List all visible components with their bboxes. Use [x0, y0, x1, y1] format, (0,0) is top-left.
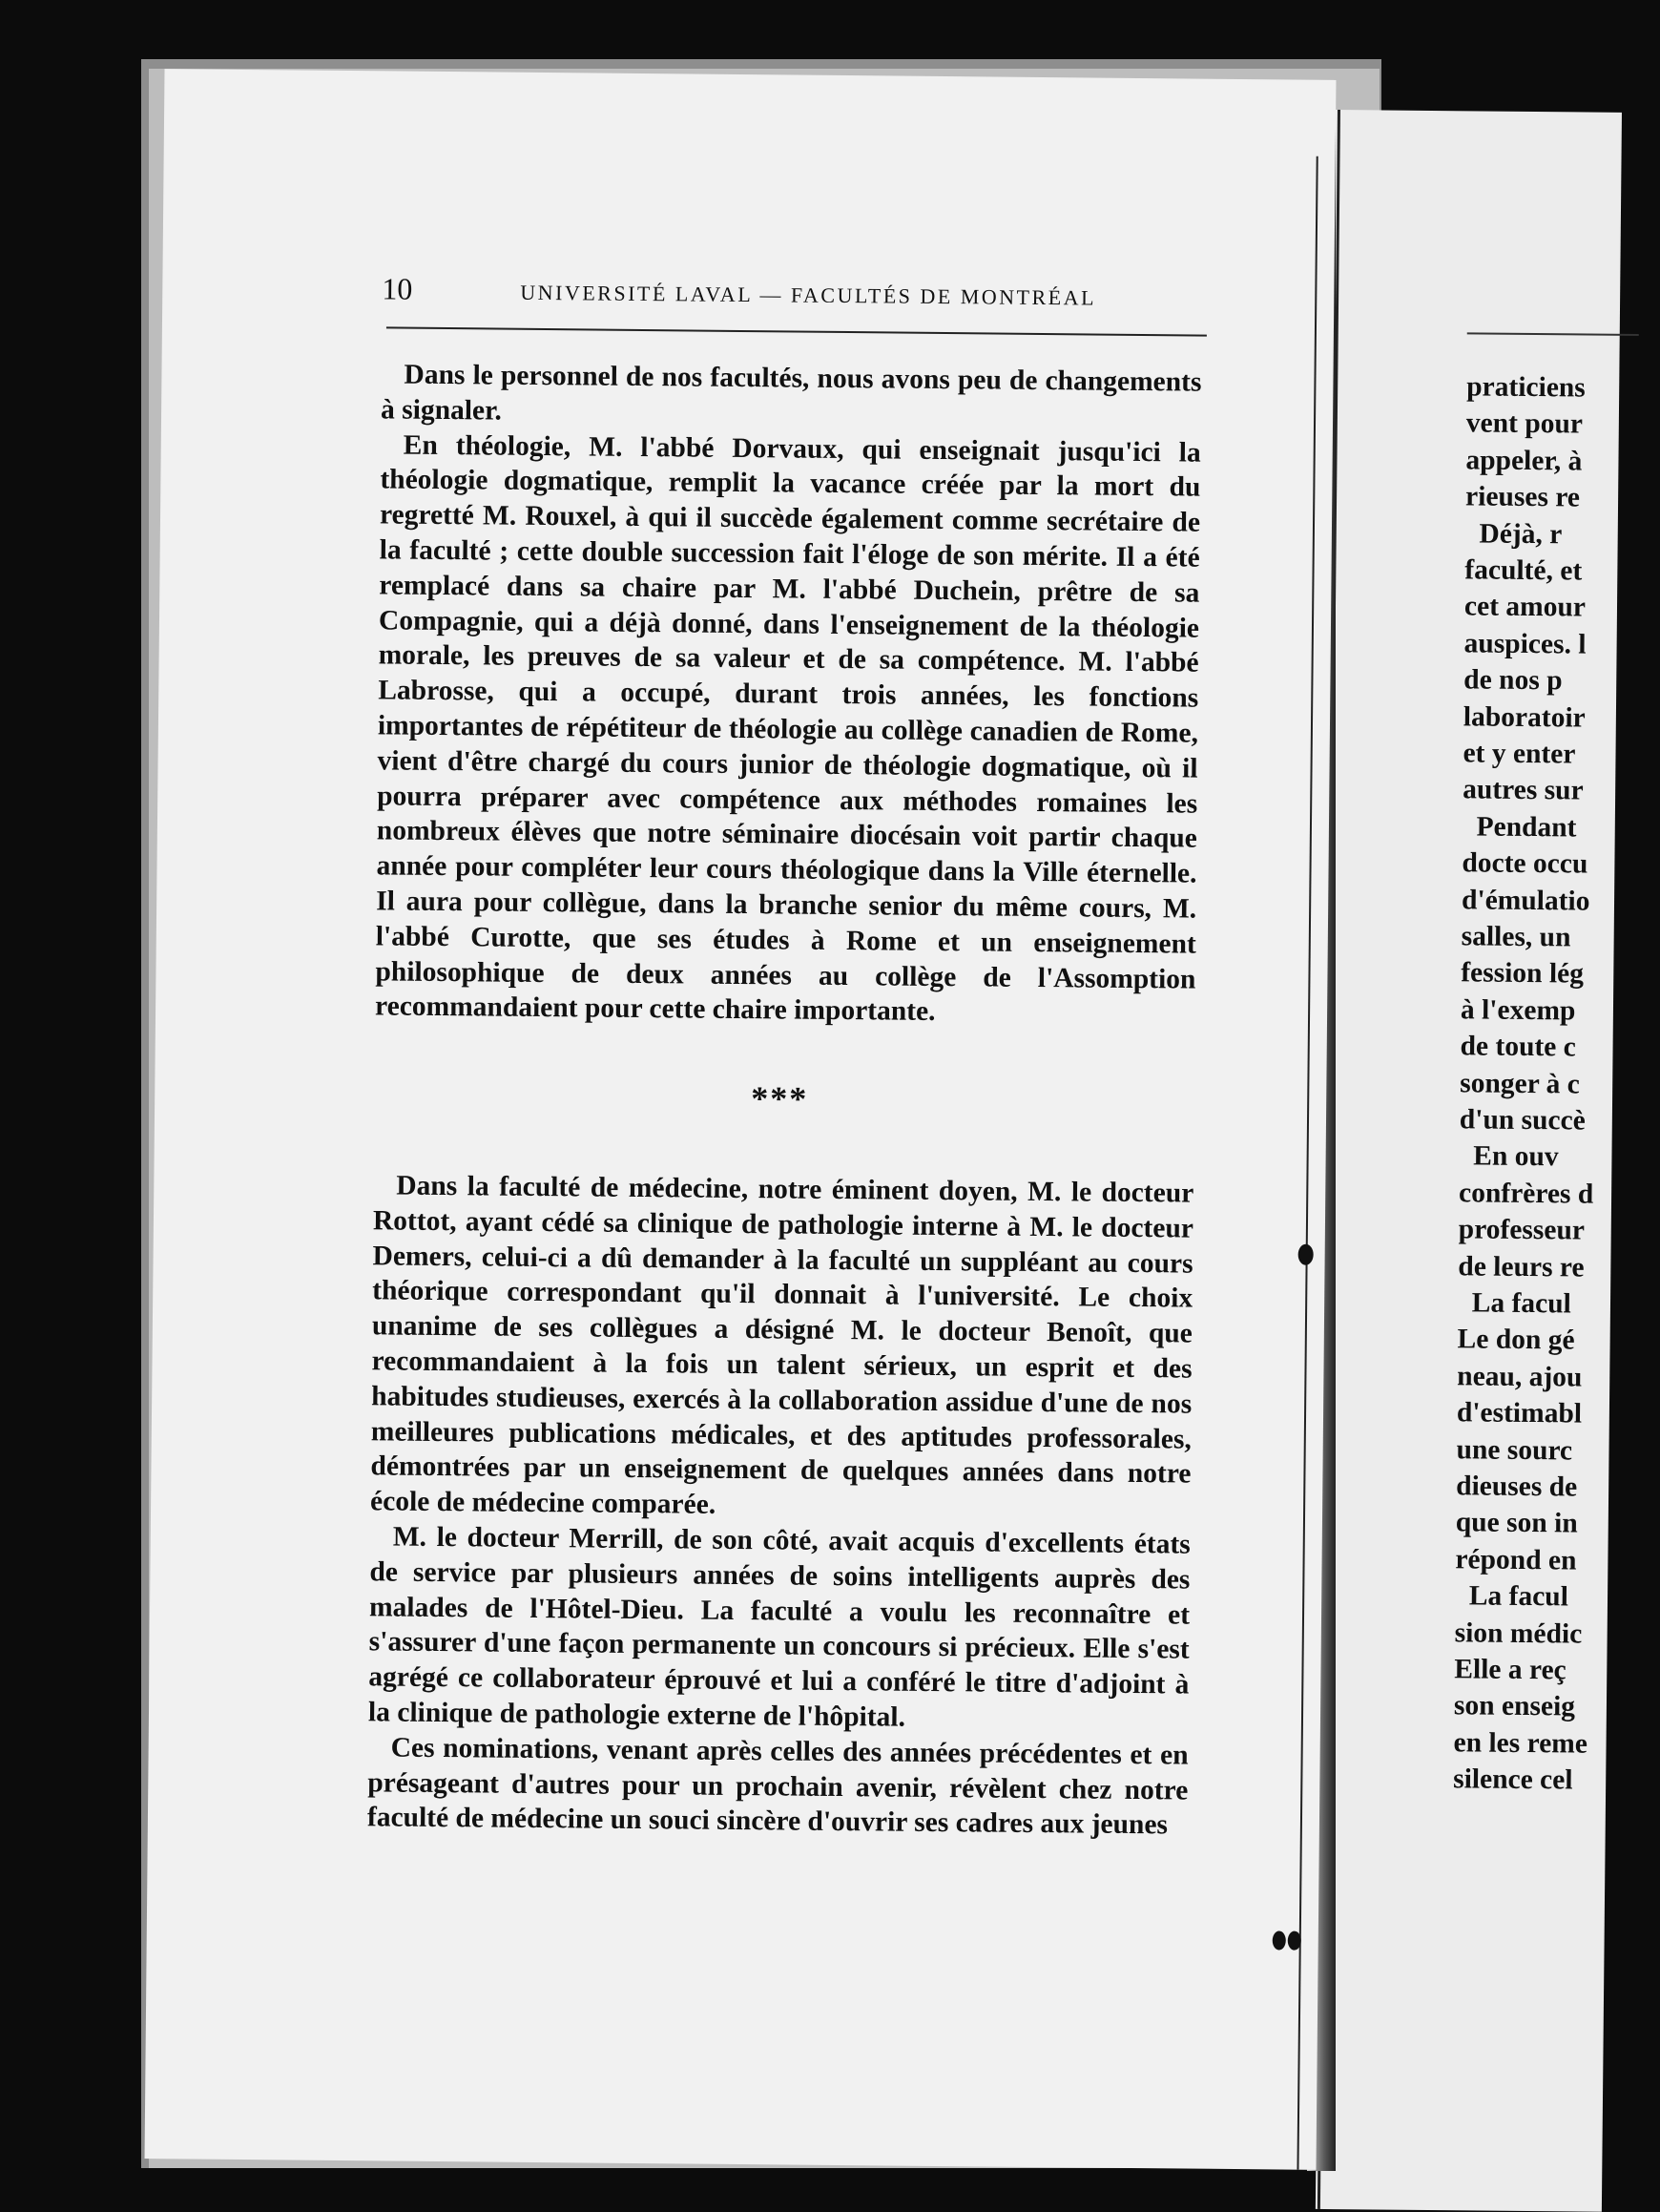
right-page-line: La facul — [1457, 1287, 1571, 1320]
right-page-line: à l'exemp — [1460, 994, 1576, 1027]
paragraph: Dans la faculté de médecine, notre éminent doyen, M. le docteur Rottot, ayant cédé sa clinique de pathologie interne à M. le docteur Demers, celui-ci a dû demander à la faculté un suppléant au cours théorique correspondant qu'il donnait à l'université. Le choix unanime de ses collègues a désigné M. le docteur Benoît, que recommandaient à la fois un talent sérieux, un esprit et des habitudes studieuses, exercés à la collaboration assidue d'une de nos meilleures publications médicales, et des aptitudes professorales, démontrées par un enseignement de quelques années dans notre école de médecine comparée. — [369, 1170, 1194, 1520]
left-page — [145, 69, 1337, 2170]
right-page-line: vent pour — [1465, 407, 1584, 440]
right-page-line: faculté, et — [1464, 554, 1583, 587]
right-page-line: Elle a reç — [1454, 1654, 1567, 1686]
right-page-line: de leurs re — [1458, 1250, 1585, 1283]
right-page-fragments — [1336, 110, 1622, 1796]
right-page-line: Le don gé — [1457, 1324, 1575, 1356]
right-page-line: confrères d — [1458, 1178, 1594, 1210]
running-head: UNIVERSITÉ LAVAL — FACULTÉS DE MONTRÉAL — [520, 280, 1097, 310]
right-page-line: dieuses de — [1456, 1471, 1578, 1503]
right-page-line: songer à c — [1460, 1067, 1581, 1100]
right-page-line: En ouv — [1459, 1140, 1559, 1173]
paragraph: Ces nominations, venant après celles des années précédentes et en présageant d'autres pour un prochain avenir, révèlent chez notre faculté de médecine un souci sincère d'ouvrir ses cadres aux jeunes — [366, 1732, 1189, 1841]
right-page-line: répond en — [1455, 1544, 1577, 1576]
section-theology — [375, 357, 1202, 1032]
right-page-rule — [1467, 332, 1639, 336]
paragraph: M. le docteur Merrill, de son côté, avait acquis d'excellents états de service par plusieurs années de soins intelligents auprès des malades de l'Hôtel-Dieu. La faculté a voulu les reconnaître et s'assurer d'une façon permanente un concours si précieux. Elle s'est agrégé ce collaborateur éprouvé et lui a conféré le titre d'adjoint à la clinique de pathologie externe de l'hôpital. — [367, 1521, 1191, 1733]
page-number: 10 — [382, 271, 413, 306]
right-page-line: silence cel — [1453, 1763, 1573, 1796]
right-page-line: d'un succè — [1459, 1104, 1586, 1137]
header-rule — [386, 326, 1207, 336]
right-page-line: et y enter — [1463, 738, 1576, 770]
right-page-line: d'émulatio — [1461, 884, 1590, 917]
paragraph: En théologie, M. l'abbé Dorvaux, qui enseignait jusqu'ici la théologie dogmatique, remplit la vacance créée par la mort du regretté M. Rouxel, à qui il succède également comme secrétaire de la faculté ; cette double succession fait l'éloge de son mérite. Il a été remplacé dans sa chaire par M. l'abbé Duchein, prêtre de sa Compagnie, qui a déjà donné, dans l'enseignement de la théologie morale, les preuves de sa valeur et de sa compétence. M. l'abbé Labrosse, qui a occupé, durant trois années, les fonctions importantes de répétiteur de théologie au collège canadien de Rome, vient d'être chargé du cours junior de théologie dogmatique, où il pourra préparer avec compétence aux méthodes romaines les nombreux élèves que notre séminaire diocésain voit partir chaque année pour compléter leur cours théologique dans la Ville éternelle. Il aura pour collègue, dans la branche senior du même cours, M. l'abbé Curotte, que ses études à Rome et un enseignement philosophique de deux années au collège de l'Assomption recommandaient pour cette chaire importante. — [374, 429, 1201, 1028]
right-page-line: fession lég — [1461, 957, 1585, 990]
right-page-line: professeur — [1458, 1214, 1586, 1246]
right-page-line: Déjà, r — [1464, 517, 1563, 550]
right-page-line: neau, ajou — [1457, 1361, 1583, 1393]
right-page-line: son enseig — [1453, 1690, 1576, 1722]
right-page-line: de toute c — [1460, 1031, 1576, 1063]
right-page-line: salles, un — [1461, 921, 1571, 953]
page-edge-line — [1297, 157, 1318, 2170]
right-page-line: La facul — [1454, 1580, 1569, 1613]
right-page-line: auspices. l — [1463, 628, 1587, 660]
right-page-line: sion médic — [1454, 1617, 1583, 1650]
right-page-line: laboratoir — [1463, 700, 1586, 734]
right-page-line: que son in — [1455, 1507, 1578, 1539]
paragraph: Dans le personnel de nos facultés, nous avons peu de changements à signaler. — [380, 359, 1202, 427]
right-page — [1316, 110, 1622, 2212]
right-page-line: une sourc — [1456, 1433, 1573, 1467]
binding-hole-mark — [1298, 1244, 1314, 1265]
section-medicine — [367, 1168, 1194, 1843]
right-page-line: appeler, à — [1465, 445, 1583, 477]
right-page-line: docte occu — [1462, 847, 1588, 880]
right-page-line: praticiens — [1466, 371, 1586, 404]
right-page-line: cet amour — [1463, 591, 1587, 623]
right-page-line: Pendant — [1462, 811, 1577, 844]
binding-hole-mark — [1288, 1931, 1301, 1951]
right-page-line: d'estimabl — [1456, 1397, 1583, 1429]
right-page-line: en les reme — [1453, 1727, 1588, 1760]
right-page-line: rieuses re — [1464, 481, 1581, 513]
right-page-line: de nos p — [1463, 664, 1563, 697]
binding-hole-mark — [1273, 1930, 1286, 1950]
section-separator: *** — [751, 1079, 809, 1118]
right-page-line: autres sur — [1463, 774, 1584, 806]
